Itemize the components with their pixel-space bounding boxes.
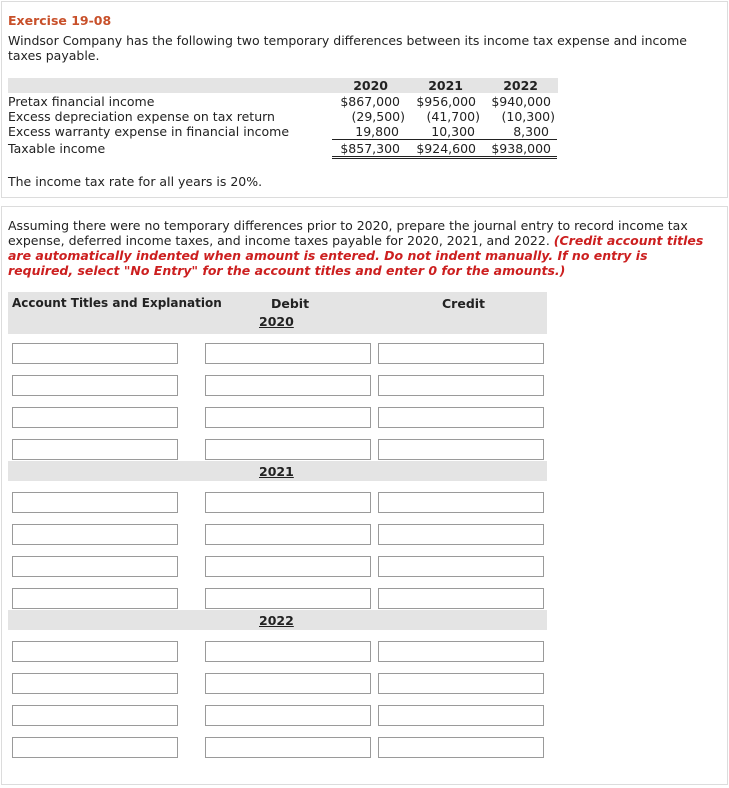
value-cell: $867,000 (340, 94, 400, 109)
value-cell: $956,000 (416, 94, 476, 109)
account-title-input[interactable] (12, 492, 178, 513)
row-label-warranty: Excess warranty expense in financial income (8, 124, 290, 139)
credit-amount-input[interactable] (378, 588, 544, 609)
account-title-input[interactable] (12, 673, 178, 694)
account-title-input[interactable] (12, 343, 178, 364)
debit-amount-input[interactable] (205, 343, 371, 364)
account-title-input[interactable] (12, 705, 178, 726)
year-label-2021: 2021 (259, 464, 294, 479)
value-cell: (10,300) (501, 109, 555, 124)
year-section-2021 (8, 461, 547, 481)
value-cell: $938,000 (491, 141, 551, 156)
value-cell: 19,800 (355, 124, 399, 139)
credit-amount-input[interactable] (378, 673, 544, 694)
question-instruction: (Credit account titles are automatically indented when amount is entered. Do not indent manually. If no entry is required, select "No Entry" for the account titles and enter 0 for the amounts.) (8, 233, 704, 278)
debit-amount-input[interactable] (205, 588, 371, 609)
year-label-2022: 2022 (259, 613, 294, 628)
value-cell: 10,300 (431, 124, 475, 139)
account-title-input[interactable] (12, 375, 178, 396)
row-label-taxable: Taxable income (8, 141, 106, 156)
credit-amount-input[interactable] (378, 375, 544, 396)
journal-panel (1, 206, 728, 785)
exercise-title: Exercise 19-08 (8, 13, 112, 28)
exercise-panel (1, 1, 728, 198)
account-title-input[interactable] (12, 556, 178, 577)
value-cell: 8,300 (513, 124, 549, 139)
debit-amount-input[interactable] (205, 641, 371, 662)
year-section-2022 (8, 610, 547, 630)
total-double-rule (332, 158, 557, 159)
debit-amount-input[interactable] (205, 556, 371, 577)
debit-amount-input[interactable] (205, 673, 371, 694)
credit-amount-input[interactable] (378, 407, 544, 428)
debit-amount-input[interactable] (205, 737, 371, 758)
value-cell: $940,000 (491, 94, 551, 109)
value-cell: $924,600 (416, 141, 476, 156)
question-body: Assuming there were no temporary differences prior to 2020, prepare the journal entry to record income tax expense, deferred income taxes, and income taxes payable for 2020, 2021, and 2022. (8, 218, 688, 248)
value-cell: (29,500) (351, 109, 405, 124)
credit-amount-input[interactable] (378, 737, 544, 758)
question-text (8, 218, 713, 278)
credit-column-header: Credit (442, 296, 486, 311)
year-header-2021: 2021 (428, 78, 463, 93)
credit-amount-input[interactable] (378, 492, 544, 513)
account-title-input[interactable] (12, 737, 178, 758)
exercise-intro: Windsor Company has the following two temporary differences between its income tax expense and income taxes payable. (8, 33, 687, 63)
credit-amount-input[interactable] (378, 439, 544, 460)
data-table-header (8, 78, 558, 93)
credit-amount-input[interactable] (378, 556, 544, 577)
account-title-input[interactable] (12, 407, 178, 428)
credit-amount-input[interactable] (378, 343, 544, 364)
debit-column-header: Debit (271, 296, 310, 311)
row-label-pretax: Pretax financial income (8, 94, 155, 109)
account-title-input[interactable] (12, 439, 178, 460)
year-header-2022: 2022 (503, 78, 538, 93)
debit-amount-input[interactable] (205, 492, 371, 513)
account-title-input[interactable] (12, 641, 178, 662)
credit-amount-input[interactable] (378, 641, 544, 662)
debit-amount-input[interactable] (205, 524, 371, 545)
total-rule (332, 156, 557, 157)
journal-header (8, 292, 547, 334)
year-header-2020: 2020 (353, 78, 388, 93)
account-title-input[interactable] (12, 524, 178, 545)
value-cell: (41,700) (426, 109, 480, 124)
year-label-2020: 2020 (259, 314, 294, 329)
debit-amount-input[interactable] (205, 439, 371, 460)
row-label-depreciation: Excess depreciation expense on tax return (8, 109, 275, 124)
account-column-header: Account Titles and Explanation (12, 296, 222, 310)
debit-amount-input[interactable] (205, 375, 371, 396)
credit-amount-input[interactable] (378, 524, 544, 545)
subtotal-rule (332, 139, 557, 140)
credit-amount-input[interactable] (378, 705, 544, 726)
tax-rate-text: The income tax rate for all years is 20%. (8, 174, 263, 189)
debit-amount-input[interactable] (205, 705, 371, 726)
value-cell: $857,300 (340, 141, 400, 156)
debit-amount-input[interactable] (205, 407, 371, 428)
account-title-input[interactable] (12, 588, 178, 609)
